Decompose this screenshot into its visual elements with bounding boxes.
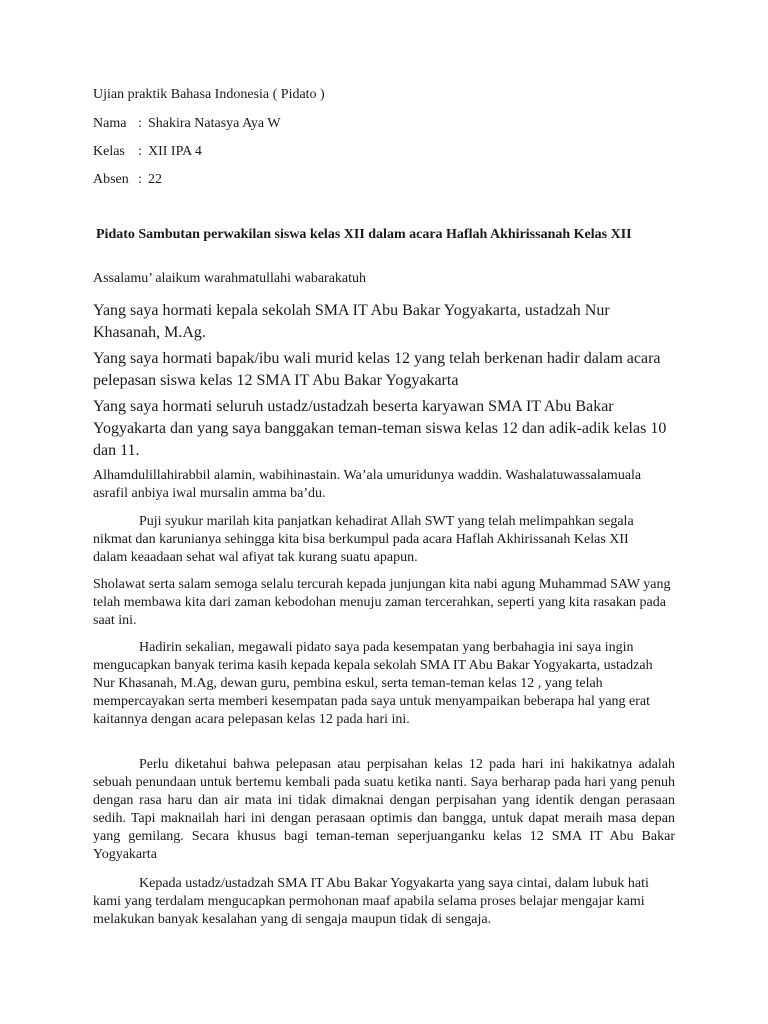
opening-salam: Assalamu’ alaikum warahmatullahi wabarakatuh bbox=[93, 271, 367, 286]
sholawat-paragraph: Sholawat serta salam semoga selalu tercurah kepada junjungan kita nabi agung Muhammad SAW yang telah membawa kita dari zaman kebodohan menuju zaman tercerahkan, seperti yang kita rasakan pada saat ini. bbox=[93, 577, 671, 628]
kepada-paragraph: Kepada ustadz/ustadzah SMA IT Abu Bakar Yogyakarta yang saya cintai, dalam lubuk hati kami yang terdalam mengucapkan permohonan maaf apabila selama proses belajar mengajar kami melakukan banyak kesalahan yang di sengaja maupun tidak di sengaja. bbox=[93, 876, 649, 927]
speech-title: Pidato Sambutan perwakilan siswa kelas XII dalam acara Haflah Akhirissanah Kelas XII bbox=[96, 227, 632, 242]
name-value: Shakira Natasya Aya W bbox=[148, 116, 281, 131]
class-sep: : bbox=[138, 144, 142, 159]
exam-title: Ujian praktik Bahasa Indonesia ( Pidato ) bbox=[93, 87, 325, 102]
greeting-wali-murid: Yang saya hormati bapak/ibu wali murid kelas 12 yang telah berkenan hadir dalam acara pelepasan siswa kelas 12 SMA IT Abu Bakar Yogyakarta bbox=[93, 350, 661, 389]
syukur-paragraph: Puji syukur marilah kita panjatkan kehadirat Allah SWT yang telah melimpahkan segala nikmat dan karunianya sehingga kita bisa berkumpul pada acara Haflah Akhirissanah Kelas XII dalam keaadaan sehat wal afiyat tak kurang suatu apapun. bbox=[93, 514, 634, 565]
class-value: XII IPA 4 bbox=[148, 144, 202, 159]
absen-sep: : bbox=[138, 172, 142, 187]
hadirin-paragraph: Hadirin sekalian, megawali pidato saya pada kesempatan yang berbahagia ini saya ingin mengucapkan banyak terima kasih kepada kepala sekolah SMA IT Abu Bakar Yogyakarta, ustadzah Nur Khasanah, M.Ag, dewan guru, pembina eskul, serta teman-teman kelas 12 , yang telah mempercayakan serta memberi kesempatan pada saya untuk menyampaikan beberapa hal yang erat kaitannya dengan acara pelepasan kelas 12 pada hari ini. bbox=[93, 640, 653, 727]
class-label: Kelas bbox=[93, 144, 125, 159]
name-field bbox=[93, 115, 281, 133]
absen-field bbox=[93, 171, 162, 189]
class-field bbox=[93, 143, 202, 161]
name-sep: : bbox=[138, 116, 142, 131]
absen-label: Absen bbox=[93, 172, 129, 187]
greeting-kepala-sekolah: Yang saya hormati kepala sekolah SMA IT Abu Bakar Yogyakarta, ustadzah Nur Khasanah, M.Ag. bbox=[93, 302, 610, 341]
name-label: Nama bbox=[93, 116, 127, 131]
absen-value: 22 bbox=[148, 172, 162, 187]
hamdalah-paragraph: Alhamdulillahirabbil alamin, wabihinastain. Wa’ala umuridunya waddin. Washalatuwassalamuala asrafil anbiya iwal mursalin amma ba’du. bbox=[93, 468, 642, 501]
perlu-paragraph: Perlu diketahui bahwa pelepasan atau perpisahan kelas 12 pada hari ini hakikatnya adalah sebuah penundaan untuk bertemu kembali pada suatu ketika nanti. Saya berharap pada hari yang penuh dengan rasa haru dan air mata ini tidak dimaknai dengan perpisahan yang identik dengan perasaan sedih. Tapi maknailah hari ini dengan perasaan optimis dan bangga, untuk dapat meraih masa depan yang gemilang. Secara khusus bagi teman-teman seperjuanganku kelas 12 SMA IT Abu Bakar Yogyakarta bbox=[93, 757, 675, 862]
greeting-ustadz-siswa: Yang saya hormati seluruh ustadz/ustadzah beserta karyawan SMA IT Abu Bakar Yogyakarta dan yang saya banggakan teman-teman siswa kelas 12 dan adik-adik kelas 10 dan 11. bbox=[93, 398, 667, 459]
